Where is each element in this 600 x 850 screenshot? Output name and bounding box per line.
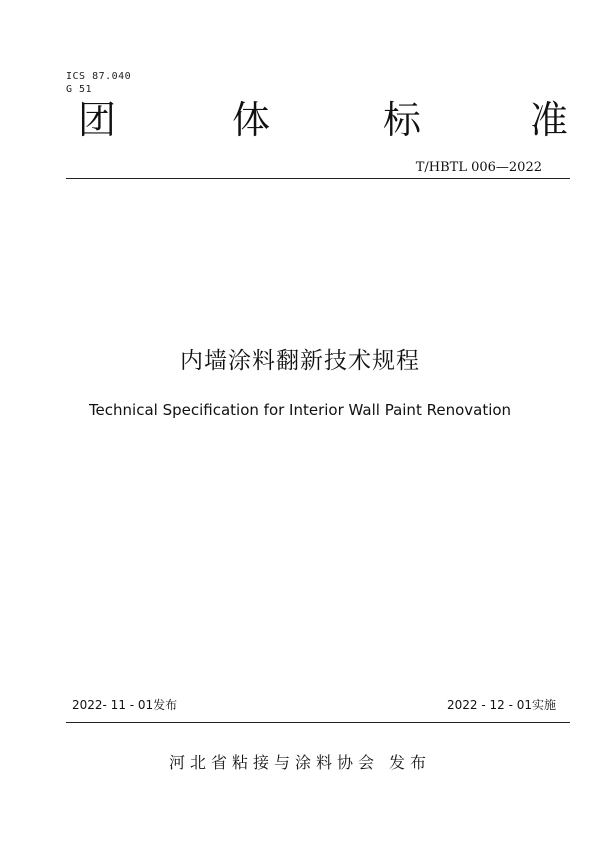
ccs-code: G 51: [66, 84, 93, 95]
bottom-divider: [66, 722, 570, 723]
document-title-chinese: 内墙涂料翻新技术规程: [180, 348, 420, 374]
standard-type-char: 准: [530, 98, 569, 142]
ics-code: ICS 87.040: [66, 71, 132, 82]
standard-type-char: 团: [78, 98, 117, 142]
implementation-date: 2022 - 12 - 01实施: [447, 698, 556, 712]
top-divider: [66, 178, 570, 179]
standard-type-char: 标: [383, 98, 422, 142]
document-title-english: Technical Specification for Interior Wall Paint Renovation: [88, 401, 512, 419]
standard-type-char: 体: [232, 98, 271, 142]
issue-date: 2022- 11 - 01发布: [72, 698, 178, 712]
standard-number: T/HBTL 006—2022: [415, 160, 542, 175]
publisher: 河北省粘接与涂料协会 发布: [168, 753, 432, 772]
